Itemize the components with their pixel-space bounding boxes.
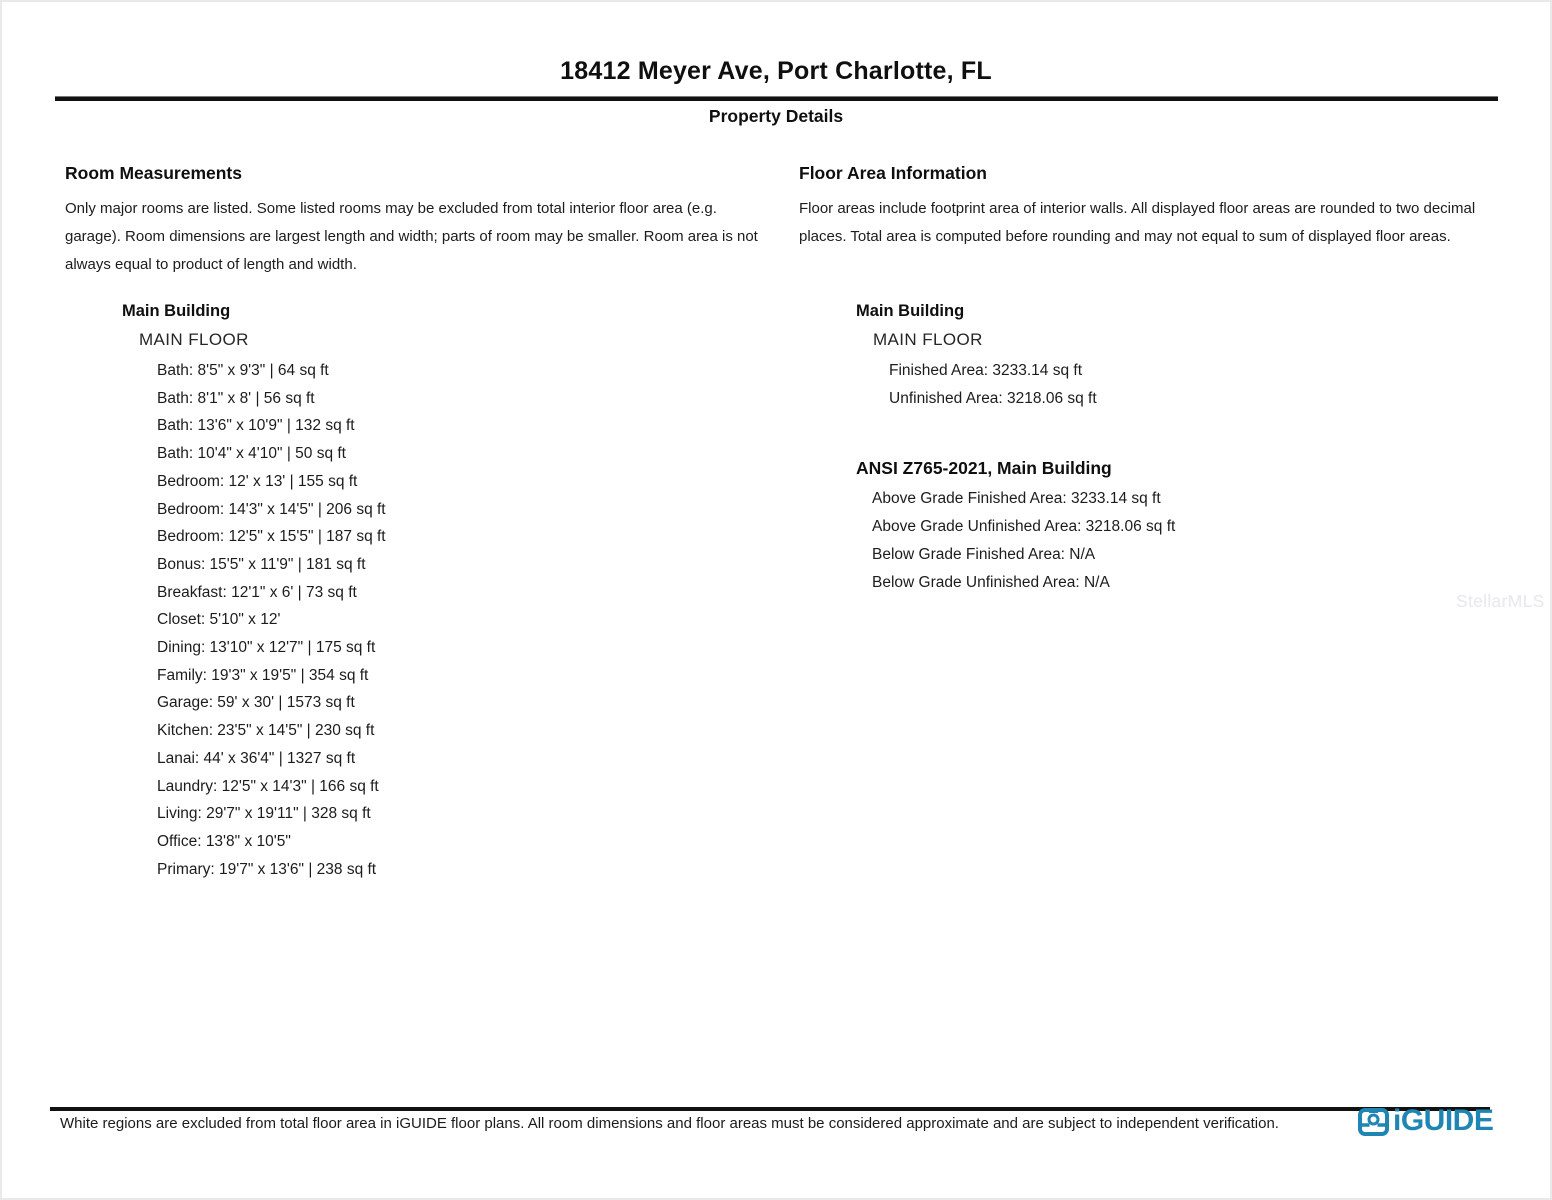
iguide-camera-icon (1357, 1105, 1390, 1138)
iguide-logo (1357, 1104, 1493, 1138)
building-name: Main Building (856, 302, 965, 320)
room-item: Kitchen: 23'5" x 14'5" | 230 sq ft (157, 722, 375, 740)
room-list-block (122, 302, 386, 883)
room-item: Bedroom: 12' x 13' | 155 sq ft (157, 472, 358, 490)
building-name: Main Building (122, 302, 231, 320)
room-item: Office: 13'8" x 10'5" (157, 832, 291, 850)
ansi-item: Below Grade Finished Area: N/A (872, 545, 1096, 563)
footer-divider (50, 1107, 1490, 1111)
area-item: Unfinished Area: 3218.06 sq ft (889, 389, 1097, 407)
room-item: Bath: 10'4" x 4'10" | 50 sq ft (157, 445, 346, 463)
room-item: Garage: 59' x 30' | 1573 sq ft (157, 694, 355, 712)
room-item: Bedroom: 12'5" x 15'5" | 187 sq ft (157, 528, 386, 546)
room-measurements-description: Only major rooms are listed. Some listed rooms may be excluded from total interior floor area (e.g. garage). Room dimensions are largest length and width; parts of room may be smaller. Room area is not always equal to product of length and width. (65, 200, 758, 273)
ansi-block (856, 458, 1175, 596)
area-item: Finished Area: 3233.14 sq ft (889, 362, 1083, 379)
room-item: Primary: 19'7" x 13'6" | 238 sq ft (157, 860, 377, 878)
room-item: Bonus: 15'5" x 11'9" | 181 sq ft (157, 555, 366, 573)
room-item: Lanai: 44' x 36'4" | 1327 sq ft (157, 749, 356, 767)
title-divider (55, 96, 1498, 101)
room-item: Laundry: 12'5" x 14'3" | 166 sq ft (157, 777, 379, 795)
ansi-item: Below Grade Unfinished Area: N/A (872, 573, 1110, 591)
floor-area-section (799, 163, 1505, 251)
room-item: Dining: 13'10" x 12'7" | 175 sq ft (157, 639, 376, 657)
room-item: Bedroom: 14'3" x 14'5" | 206 sq ft (157, 500, 386, 518)
floor-name: MAIN FLOOR (873, 330, 983, 349)
floor-area-heading: Floor Area Information (799, 163, 987, 183)
floor-area-description: Floor areas include footprint area of interior walls. All displayed floor areas are rounded to two decimal places. Total area is computed before rounding and may not equal to sum of displayed floor areas. (799, 200, 1476, 245)
ansi-item: Above Grade Finished Area: 3233.14 sq ft (872, 490, 1161, 508)
page-subtitle: Property Details (708, 106, 844, 126)
iguide-logo-text: iGUIDE (1393, 1104, 1494, 1137)
room-item: Breakfast: 12'1" x 6' | 73 sq ft (157, 583, 357, 601)
room-item: Bath: 13'6" x 10'9" | 132 sq ft (157, 417, 355, 435)
floor-area-block (856, 302, 1175, 596)
room-measurements-heading: Room Measurements (65, 163, 242, 183)
footer-disclaimer: White regions are excluded from total floor area in iGUIDE floor plans. All room dimensions and floor areas must be considered approximate and are subject to independent verification. (60, 1115, 1279, 1132)
ansi-list (872, 485, 1175, 596)
floor-name: MAIN FLOOR (139, 330, 249, 349)
ansi-item: Above Grade Unfinished Area: 3218.06 sq ft (872, 518, 1176, 536)
room-item: Family: 19'3" x 19'5" | 354 sq ft (157, 666, 369, 684)
room-list (157, 357, 386, 883)
room-measurements-section (65, 163, 765, 279)
area-list (889, 357, 1175, 412)
stellar-mls-watermark: StellarMLS (1456, 591, 1545, 611)
room-item: Bath: 8'5" x 9'3" | 64 sq ft (157, 362, 329, 379)
room-item: Living: 29'7" x 19'11" | 328 sq ft (157, 805, 371, 823)
page-title: 18412 Meyer Ave, Port Charlotte, FL (560, 57, 992, 85)
ansi-heading: ANSI Z765-2021, Main Building (856, 458, 1112, 479)
room-item: Bath: 8'1" x 8' | 56 sq ft (157, 389, 315, 407)
room-item: Closet: 5'10" x 12' (157, 611, 281, 629)
